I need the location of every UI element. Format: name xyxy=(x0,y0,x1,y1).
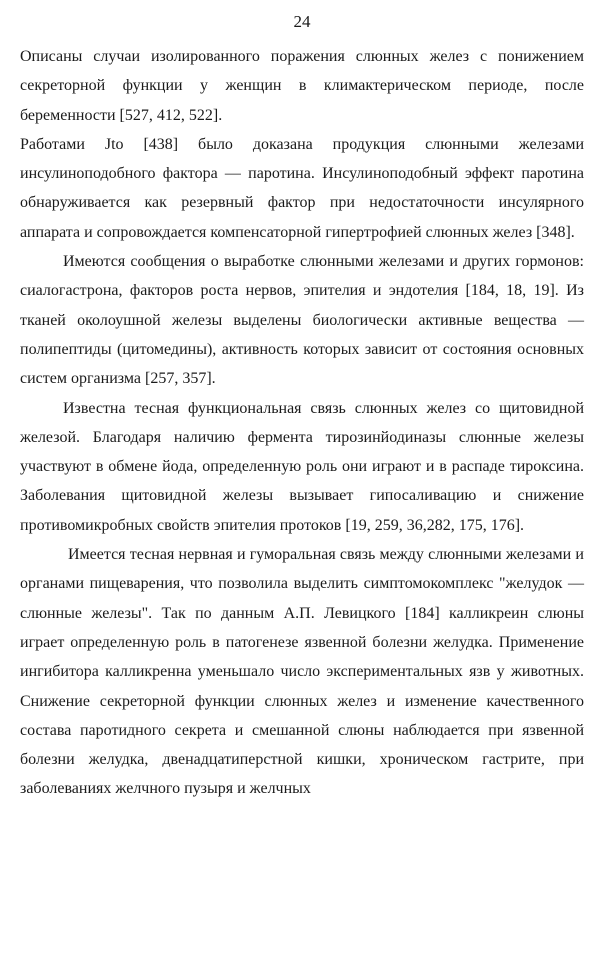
paragraph-4: Известна тесная функциональная связь слюнных желез со щитовидной железой. Благодаря наличию фермента тирозинйодиназы слюнные железы участвуют в обмене йода, определенную роль они играют и в распаде тироксина. Заболевания щитовидной железы вызывает гипосаливацию и снижение противомикробных свойств эпителия протоков [19, 259, 36,282, 175, 176]. xyxy=(20,399,584,534)
paragraph-2: Работами Jto [438] было доказана продукция слюнными железами инсулиноподобного фактора — паротина. Инсулиноподобный эффект паротина обнаруживается как резервный фактор при недостаточности инсулярного аппарата и сопровождается компенсаторной гипертрофией слюнных желез [348]. xyxy=(20,135,584,241)
body-text xyxy=(20,42,584,804)
paragraph-5: Имеется тесная нервная и гуморальная связь между слюнными железами и органами пищеварения, что позволила выделить симптомокомплекс "желудок — слюнные железы". Так по данным А.П. Левицкого [184] калликреин слюны играет определенную роль в патогенезе язвенной болезни желудка. Применение ингибитора калликренна уменьшало число экспериментальных язв у животных. Снижение секреторной функции слюнных желез и изменение качественного состава паротидного секрета и смешанной слюны наблюдается при язвенной болезни желудка, двенадцатиперстной кишки, хроническом гастрите, при заболеваниях желчного пузыря и желчных xyxy=(20,546,584,798)
paragraph-3: Имеются сообщения о выработке слюнными железами и других гормонов: сиалогастрона, факторов роста нервов, эпителия и эндотелия [184, 18, 19]. Из тканей околоушной железы выделены биологически активные вещества — полипептиды (цитомедины), активность которых зависит от состояния основных систем организма [257, 357]. xyxy=(20,253,584,388)
page-number: 24 xyxy=(293,12,311,31)
paragraph-1: Описаны случаи изолированного поражения слюнных желез с понижением секреторной функции у женщин в климактерическом периоде, после беременности [527, 412, 522]. xyxy=(20,48,584,124)
